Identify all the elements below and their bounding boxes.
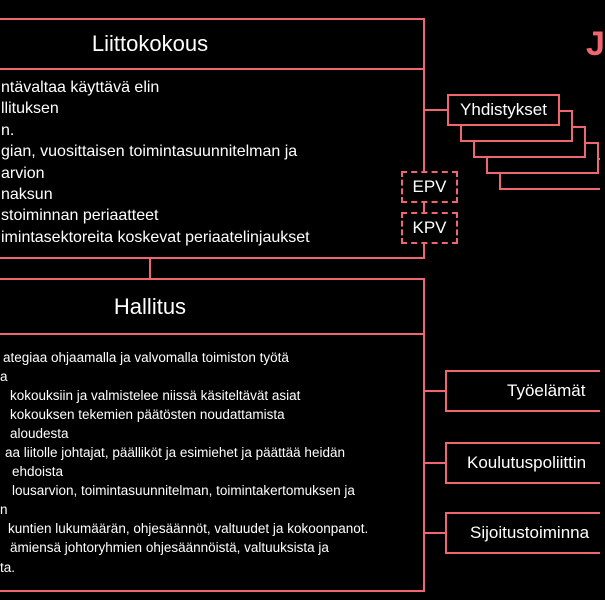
- kpv-box: [401, 212, 458, 244]
- connector-line: [425, 532, 445, 534]
- list-item: aa liitolle johtajat, päälliköt ja esimiehet ja päättää heidän: [5, 444, 345, 460]
- list-item: stoiminnan periaatteet: [1, 207, 159, 225]
- list-item: gian, vuosittaisen toimintasuunnitelman ja: [1, 143, 298, 161]
- list-item: ategiaa ohjaamalla ja valvomalla toimiston työtä: [3, 349, 289, 365]
- list-item: imintasektoreita koskevat periaatelinjaukset: [1, 228, 310, 246]
- epv-box: [401, 171, 458, 203]
- list-item: lousarvion, toimintasuunnitelman, toimintakertomuksen ja: [12, 483, 355, 499]
- list-item: kokouksiin ja valmistelee niissä käsiteltävät asiat: [10, 387, 301, 403]
- heading-fragment: [586, 22, 605, 66]
- list-item: ntävaltaa käyttävä elin: [1, 79, 160, 96]
- list-item: ämiensä johtoryhmien ohjesäännöistä, valtuuksista ja: [10, 540, 329, 556]
- group-label: Sijoitustoiminna: [470, 523, 590, 542]
- hallitus-duties: [0, 348, 368, 577]
- list-item: ta.: [0, 559, 16, 575]
- group-label: Koulutuspoliittin: [467, 453, 587, 472]
- group-label: Työelämät: [507, 381, 586, 400]
- connector-line: [425, 109, 447, 111]
- list-item: kuntien lukumäärän, ohjesäännöt, valtuudet ja kokoonpanot.: [8, 521, 369, 537]
- epv-label: EPV: [412, 177, 447, 196]
- group-box-sijoitustoiminta: [445, 512, 600, 554]
- connector-line: [425, 462, 445, 464]
- liittokokous-title: Liittokokous: [91, 31, 209, 56]
- hallitus-header: [0, 280, 423, 335]
- connector-line: [425, 390, 445, 392]
- list-item: ehdoista: [12, 464, 64, 480]
- list-item: naksun: [1, 186, 53, 204]
- list-item: arvion: [1, 164, 45, 182]
- list-item: n: [0, 502, 8, 518]
- connector-line: [149, 259, 151, 278]
- yhdistykset-card: [447, 94, 560, 126]
- liittokokous-box: [0, 18, 425, 259]
- hallitus-box: [0, 278, 425, 592]
- yhdistykset-label: Yhdistykset: [460, 100, 547, 119]
- hallitus-title: Hallitus: [113, 294, 187, 319]
- list-item: n.: [1, 121, 15, 139]
- group-box-tyoelama: [445, 370, 600, 412]
- list-item: a: [0, 368, 8, 384]
- liittokokous-duties: [1, 77, 310, 248]
- kpv-label: KPV: [412, 218, 447, 237]
- list-item: kokouksen tekemien päätösten noudattamista: [10, 406, 285, 422]
- liittokokous-header: [0, 20, 423, 70]
- list-item: aloudesta: [10, 425, 69, 441]
- group-box-koulutuspolitiikka: [445, 442, 600, 484]
- heading-letter: J: [586, 25, 605, 63]
- list-item: llituksen: [1, 100, 59, 118]
